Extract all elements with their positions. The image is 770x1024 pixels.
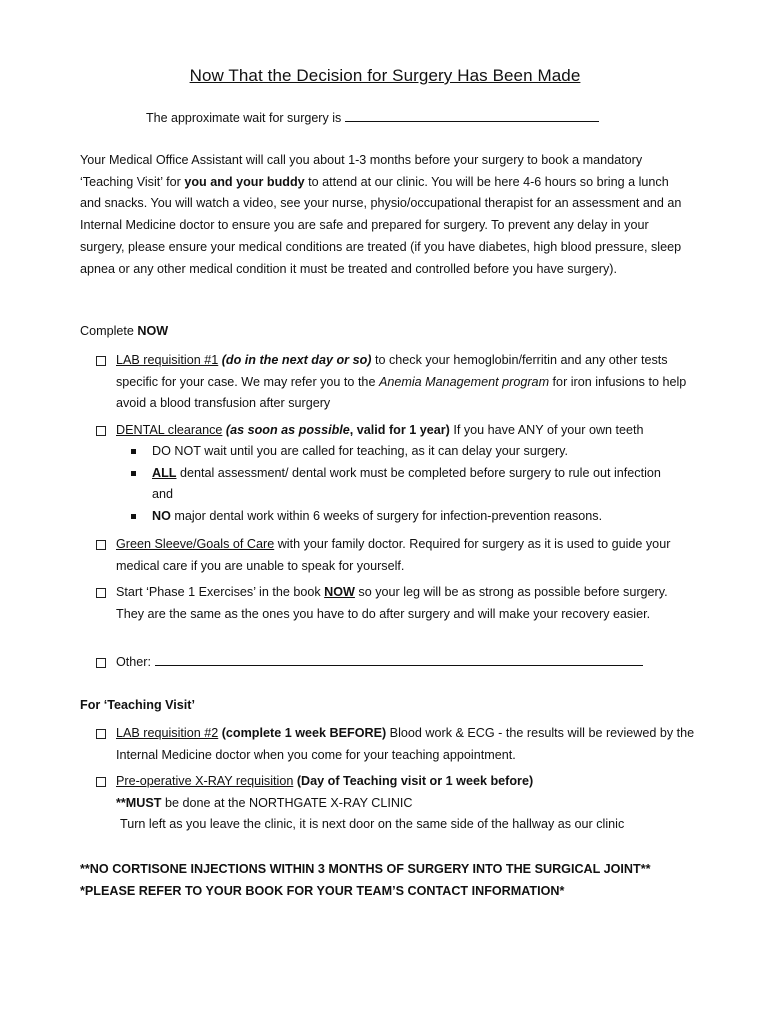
lab1-text-2: for iron infusions to help avoid a blood transfusion after surgery [116, 374, 687, 411]
wait-time-line [146, 109, 599, 125]
lab1-italic: Anemia Management program [378, 374, 550, 389]
lab-requisition-1-item [96, 350, 696, 416]
lab-requisition-1-link[interactable]: LAB requisition #1 [116, 353, 219, 367]
bullet-item [130, 463, 670, 506]
intro-text-1: Your Medical Office Assistant will call you about 1-3 months before your surgery to book a mandatory ‘Teaching Visit’ for [80, 153, 643, 189]
bullet-text: major dental work within 6 weeks of surgery for infection-prevention reasons. [170, 509, 603, 524]
footer-contact-note: *PLEASE REFER TO YOUR BOOK FOR YOUR TEAM’S CONTACT INFORMATION* [80, 884, 565, 898]
checkbox[interactable] [96, 540, 106, 550]
teaching-visit-heading: For ‘Teaching Visit’ [80, 698, 195, 712]
heading-bold: NOW [137, 324, 169, 338]
dental-timing: (as soon as possible [225, 423, 350, 437]
lab-requisition-2-link[interactable]: LAB requisition #2 [116, 726, 219, 740]
intro-paragraph [80, 150, 690, 280]
footer-cortisone-note: **NO CORTISONE INJECTIONS WITHIN 3 MONTHS OF SURGERY INTO THE SURGICAL JOINT** [80, 862, 651, 876]
dental-validity: , valid for 1 year) [349, 423, 450, 437]
checkbox[interactable] [96, 356, 106, 366]
heading-prefix: Complete [80, 324, 138, 338]
xray-requisition-link[interactable]: Pre-operative X-RAY requisition [116, 774, 294, 788]
checkbox[interactable] [96, 658, 106, 668]
dental-bullet-list [130, 441, 670, 528]
dental-clearance-item [96, 420, 696, 442]
bullet-item [130, 506, 670, 528]
exercises-item [96, 582, 696, 648]
lab1-text-1: to check your hemoglobin/ferritin and any other tests specific for your case. We may refer you to the [116, 353, 668, 389]
intro-bold: you and your buddy [184, 174, 305, 189]
xray-location: be done at the NORTHGATE X-RAY CLINIC [161, 795, 413, 810]
page-title: Now That the Decision for Surgery Has Been Made [189, 66, 581, 85]
dental-clearance-link[interactable]: DENTAL clearance [116, 423, 223, 437]
other-label: Other: [116, 655, 151, 669]
dental-text: If you have ANY of your own teeth [449, 423, 644, 437]
sleeve-text: with your family doctor. Required for surgery as it is used to guide your medical care if you are unable to speak for yourself. [116, 537, 671, 573]
checkbox[interactable] [96, 777, 106, 787]
exercises-text-1: Start ‘Phase 1 Exercises’ in the book [116, 585, 325, 599]
green-sleeve-link[interactable]: Green Sleeve/Goals of Care [116, 537, 275, 551]
xray-requisition-item [96, 771, 696, 837]
footer-notes [80, 858, 720, 902]
bullet-bold: ALL [152, 465, 177, 480]
wait-blank-field[interactable] [345, 109, 599, 122]
intro-text-2: to attend at our clinic. You will be here 4-6 hours so bring a lunch and snacks. You will watch a video, see your nurse, physio/occupational therapist for an assessment and an Internal Medicine doctor to ensure you are safe and prepared for surgery. To prevent any delay in your surgery, please ensure your medical conditions are treated (if you have diabetes, high blood pressure, sleep apnea or any other medical condition it must be treated and controlled before you have surgery). [80, 174, 682, 276]
other-item [96, 652, 696, 674]
lab1-timing: (do in the next day or so) [221, 353, 372, 367]
checkbox[interactable] [96, 588, 106, 598]
lab2-timing: (complete 1 week BEFORE) [218, 726, 387, 740]
lab2-text: Blood work & ECG - the results will be reviewed by the Internal Medicine doctor when you come for your teaching appointment. [116, 726, 695, 762]
wait-label: The approximate wait for surgery is [146, 111, 342, 125]
lab-requisition-2-item [96, 723, 696, 767]
complete-now-heading [80, 324, 168, 338]
checkbox[interactable] [96, 426, 106, 436]
bullet-bold: NO [152, 509, 171, 524]
bullet-text: DO NOT wait until you are called for teaching, as it can delay your surgery. [152, 444, 569, 458]
bullet-text: dental assessment/ dental work must be completed before surgery to rule out infection and [152, 465, 661, 502]
green-sleeve-item [96, 534, 696, 578]
xray-timing: (Day of Teaching visit or 1 week before) [293, 774, 534, 788]
xray-must: **MUST [116, 795, 162, 810]
checkbox[interactable] [96, 729, 106, 739]
exercises-text-2: so your leg will be as strong as possible before surgery. They are the same as the ones you have to do after surgery and will make your recovery easier. [116, 585, 668, 621]
xray-directions: Turn left as you leave the clinic, it is next door on the same side of the hallway as our clinic [120, 817, 625, 832]
bullet-item [130, 441, 670, 463]
other-blank-field[interactable] [155, 653, 643, 666]
exercises-bold: NOW [324, 585, 355, 599]
